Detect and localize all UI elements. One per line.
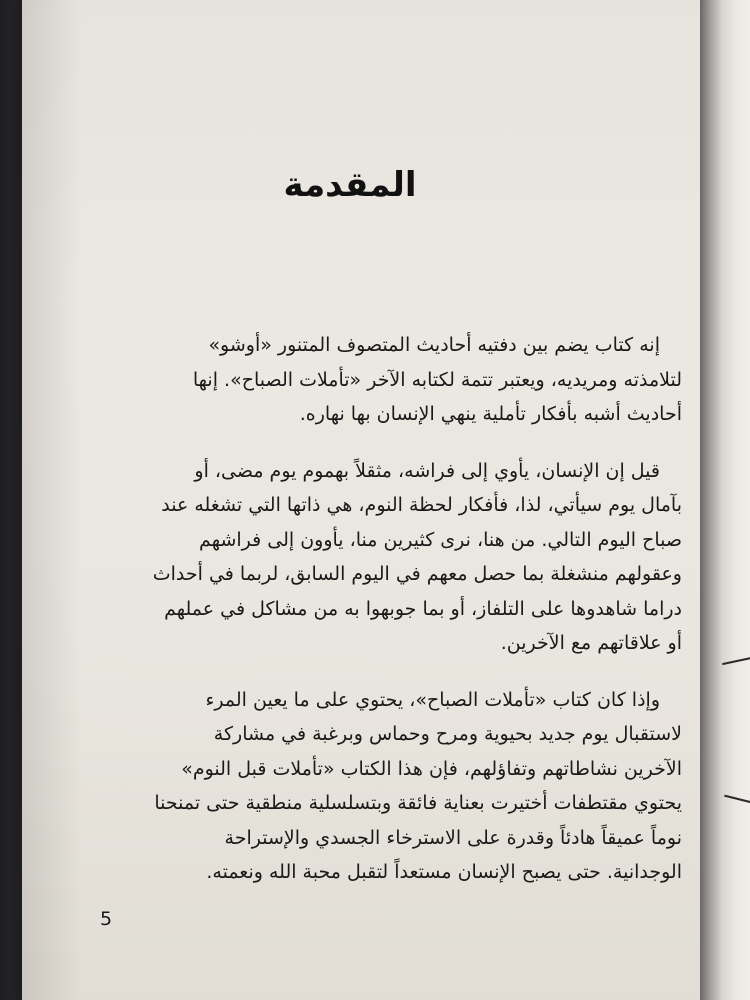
text-line: وإذا كان كتاب «تأملات الصباح»، يحتوي على ما يعين المرء (205, 688, 660, 711)
text-line: قيل إن الإنسان، يأوي إلى فراشه، مثقلاً بهموم يوم مضى، أو (194, 459, 660, 482)
text-line: الوجدانية. حتى يصبح الإنسان مستعداً لتقبل محبة الله ونعمته. (206, 861, 682, 883)
text-line: دراما شاهدوها على التلفاز، أو بما جوبهوا به من مشاكل في عملهم (164, 597, 682, 620)
text-line: أحاديث أشبه بأفكار تأملية ينهي الإنسان بها نهاره. (299, 403, 682, 425)
text-line: صباح اليوم التالي. من هنا، نرى كثيرين منا، يأوون إلى فراشهم (199, 528, 682, 551)
page-title: المقدمة (283, 165, 417, 205)
paragraph-1 (138, 328, 682, 432)
paragraph-3 (138, 683, 682, 890)
page-edge-line (724, 795, 750, 804)
text-line: أو علاقاتهم مع الآخرين. (500, 632, 682, 654)
paragraph-gap (138, 432, 682, 454)
text-line: لتلامذته ومريديه، ويعتبر تتمة لكتابه الآخر «تأملات الصباح». إنها (192, 368, 682, 391)
text-line: نوماً عميقاً هادئاً وقدرة على الاسترخاء الجسدي والإستراحة (224, 826, 682, 849)
paragraph-2 (138, 454, 682, 661)
text-line: لاستقبال يوم جديد بحيوية ومرح وحماس وبرغبة في مشاركة (213, 723, 682, 745)
page-body (138, 328, 682, 890)
text-line: وعقولهم منشغلة بما حصل معهم في اليوم السابق، لربما في أحداث (152, 563, 682, 585)
page-edge-line (722, 657, 750, 665)
bleed-through-text (152, 20, 712, 268)
text-line: بآمال يوم سيأتي، لذا، فأفكار لحظة النوم، هي ذاتها التي تشغله عند (161, 494, 682, 516)
page-number: 5 (100, 908, 113, 930)
text-line: الآخرين نشاطاتهم وتفاؤلهم، فإن هذا الكتاب «تأملات قبل النوم» (181, 757, 682, 780)
text-line: يحتوي مقتطفات أختيرت بعناية فائقة وبتسلسلية منطقية حتى تمنحنا (154, 792, 682, 814)
next-page-edge (700, 0, 750, 1000)
paragraph-gap (138, 661, 682, 683)
text-line: إنه كتاب يضم بين دفتيه أحاديث المتصوف المتنور «أوشو» (208, 334, 660, 356)
